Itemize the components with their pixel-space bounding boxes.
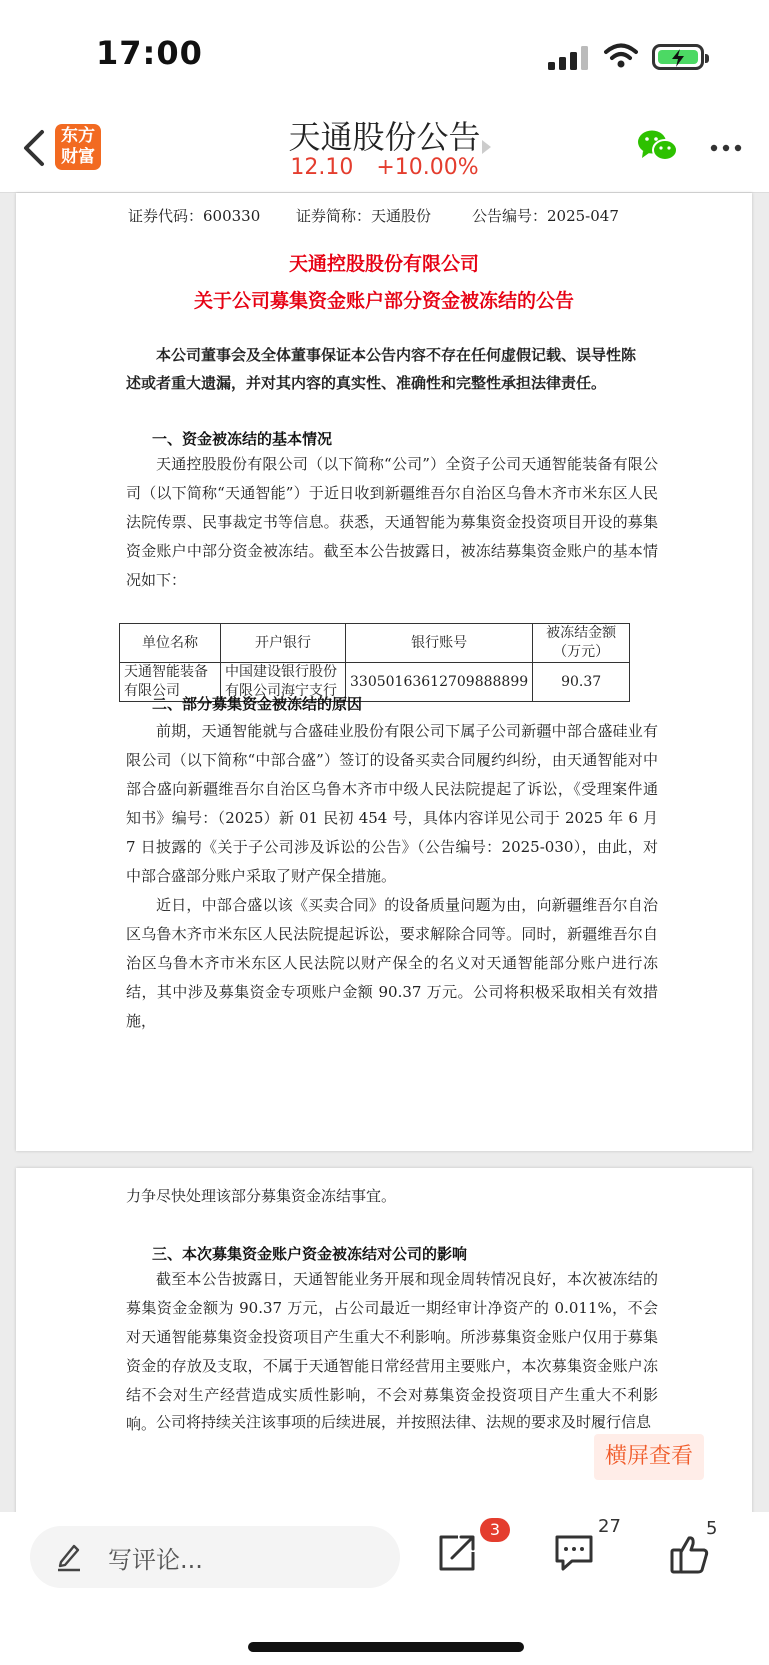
security-code: 证券代码：600330: [128, 207, 261, 225]
battery-icon: [652, 44, 704, 70]
home-indicator: [248, 1642, 524, 1652]
stock-price: 12.10: [290, 155, 354, 180]
nav-bar: [0, 110, 769, 193]
table-cell-amount: 90.37: [533, 663, 630, 702]
section-1-title: 一、资金被冻结的基本情况: [152, 430, 333, 448]
like-count: 5: [706, 1518, 718, 1539]
table-cell-account: 33050163612709888899: [346, 663, 533, 702]
cellular-signal-icon: [548, 46, 592, 70]
landscape-view-button[interactable]: 横屏查看: [594, 1434, 704, 1480]
company-name: 天通控股股份有限公司: [288, 253, 479, 275]
share-icon[interactable]: [438, 1534, 476, 1572]
section-3-title: 三、本次募集资金账户资金被冻结对公司的影响: [152, 1245, 468, 1263]
comment-input[interactable]: [30, 1526, 400, 1588]
declaration-line-1: 本公司董事会及全体董事保证本公告内容不存在任何虚假记载、误导性陈: [156, 346, 637, 364]
section-2-paragraph-1: 前期，天通智能就与合盛硅业股份有限公司下属子公司新疆中部合盛硅业有限公司（以下简称“中部合盛”）签订的设备买卖合同履约纠纷，由天通智能对中部合盛向新疆维吾尔自治区乌鲁木齐市中级人民法院提起了诉讼，《受理案件通知书》编号：（2025）新 01 民初 454 号，具体内容详见公司于 2025 年 6 月 7 日披露的《关于子公司涉及诉讼的公告》（公告编号：2025-030），由此，对中部合盛部分账户采取了财产保全措施。: [126, 722, 658, 885]
wifi-icon: [604, 43, 638, 69]
table-header-amount: 被冻结金额 （万元）: [533, 624, 630, 663]
document-page-1: [16, 193, 752, 1151]
like-thumb-icon[interactable]: [670, 1534, 710, 1574]
section-2-paragraph-2: 近日，中部合盛以该《买卖合同》的设备质量问题为由，向新疆维吾尔自治区乌鲁木齐市米东区人民法院提起诉讼，要求解除合同等。同时，新疆维吾尔自治区乌鲁木齐市米东区人民法院以财产保全的名义对天通智能部分账户进行冻结，其中涉及募集资金专项账户金额 90.37 万元。公司将积极采取相关有效措施，: [126, 896, 658, 1030]
section-2-title: 二、部分募集资金被冻结的原因: [152, 695, 363, 713]
frozen-account-table: [119, 623, 630, 702]
declaration-line-2: 述或者重大遗漏，并对其内容的真实性、准确性和完整性承担法律责任。: [126, 374, 607, 392]
comment-placeholder: 写评论...: [108, 1546, 203, 1574]
table-header-account: 银行账号: [346, 624, 533, 663]
stock-change: +10.00%: [376, 155, 479, 180]
announcement-number: 公告编号：2025-047: [472, 207, 619, 225]
comment-icon[interactable]: [554, 1534, 594, 1572]
continued-paragraph: 力争尽快处理该部分募集资金冻结事宜。: [126, 1187, 397, 1205]
section-3-paragraph-2: 公司将持续关注该事项的后续进展，并按照法律、法规的要求及时履行信息: [156, 1413, 652, 1431]
announcement-headline: 关于公司募集资金账户部分资金被冻结的公告: [193, 290, 574, 312]
comment-count: 27: [598, 1516, 621, 1537]
table-header-entity: 单位名称: [120, 624, 221, 663]
status-bar: [0, 0, 769, 110]
eastmoney-logo[interactable]: 东方 财富: [55, 124, 101, 170]
table-cell-bank: 中国建设银行股份 有限公司海宁支行: [221, 663, 346, 702]
play-triangle-icon: [482, 140, 491, 154]
table-header-bank: 开户银行: [221, 624, 346, 663]
share-badge: 3: [480, 1518, 510, 1542]
section-1-paragraph: 天通控股股份有限公司（以下简称“公司”）全资子公司天通智能装备有限公司（以下简称“天通智能”）于近日收到新疆维吾尔自治区乌鲁木齐市米东区人民法院传票、民事裁定书等信息。获悉，天通智能为募集资金投资项目开设的募集资金账户中部分资金被冻结。截至本公告披露日，被冻结募集资金账户的基本情况如下：: [126, 455, 658, 589]
page-title: 天通股份公告: [288, 118, 481, 156]
more-options-icon[interactable]: [710, 144, 742, 152]
security-name: 证券简称：天通股份: [296, 207, 432, 225]
section-3-paragraph-1: 截至本公告披露日，天通智能业务开展和现金周转情况良好，本次被冻结的募集资金金额为 90.37 万元，占公司最近一期经审计净资产的 0.011%，不会对天通智能募集资金投资项目产生重大不利影响。所涉募集资金账户仅用于募集资金的存放及支取，不属于天通智能日常经营用主要账户，本次募集资金账户冻结不会对生产经营造成实质性影响，不会对募集资金投资项目产生重大不利影响。: [126, 1270, 658, 1433]
bottom-action-bar: [0, 1512, 769, 1665]
table-cell-entity: 天通智能装备 有限公司: [120, 663, 221, 702]
status-time: 17:00: [96, 34, 203, 72]
pencil-icon: [56, 1542, 82, 1572]
wechat-share-icon[interactable]: [637, 128, 679, 164]
